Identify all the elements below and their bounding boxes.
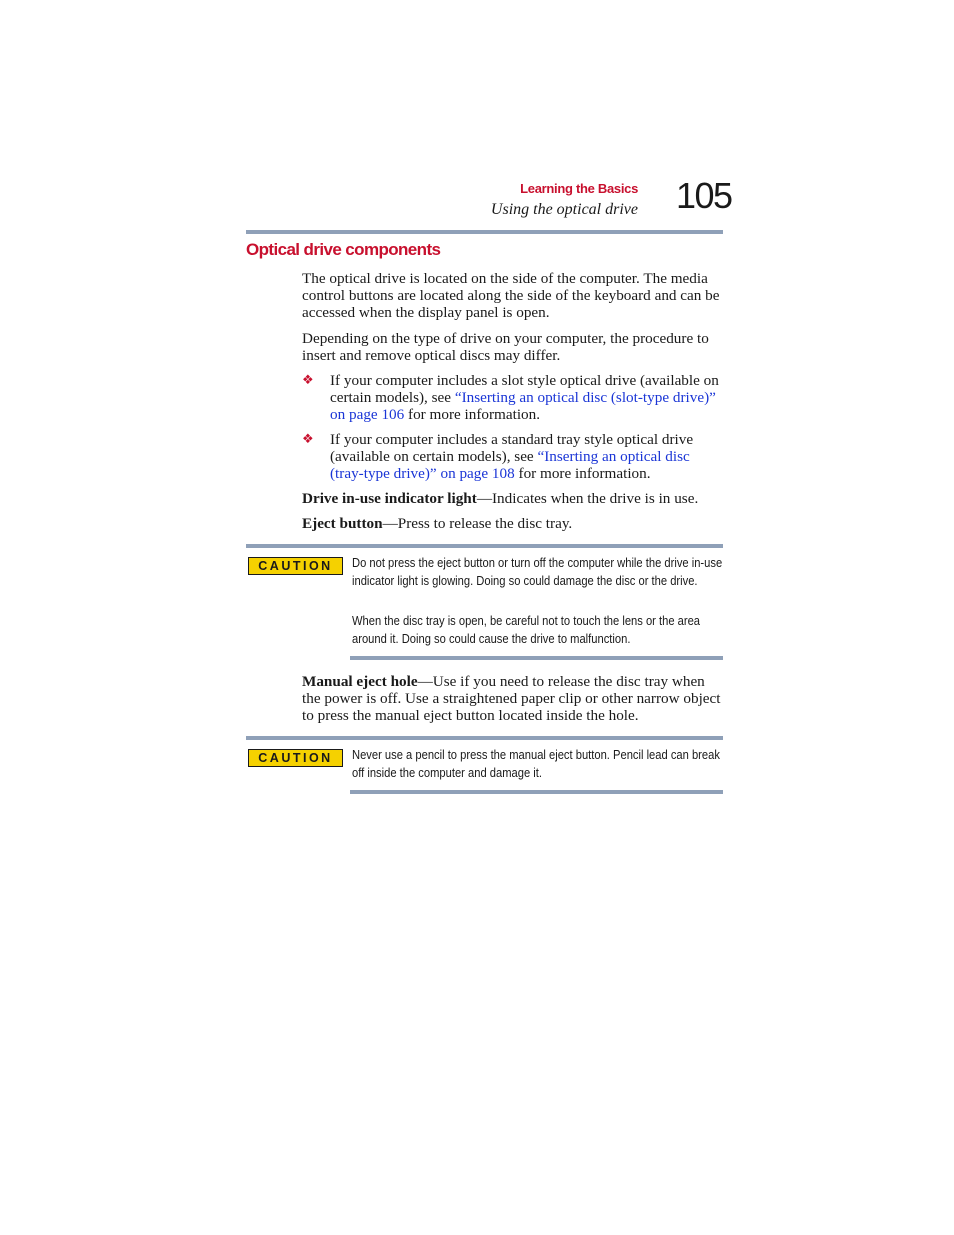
running-header-section: Using the optical drive bbox=[490, 201, 638, 218]
caution-top-rule bbox=[246, 544, 723, 548]
page-number: 105 bbox=[676, 175, 732, 216]
link-inserting-tray-type[interactable]: “Inserting an optical disc (tray-type drive)” on page 108 bbox=[330, 448, 690, 482]
bullet-text: If your computer includes a slot style optical drive (available on certain models), see “Inserting an optical disc (slot-type drive)” on page 106 for more information. bbox=[330, 372, 719, 423]
header-rule bbox=[246, 230, 723, 234]
caution-bottom-rule bbox=[350, 656, 723, 660]
definition-indicator-light: Drive in-use indicator light—Indicates when the drive is in use. bbox=[302, 490, 699, 507]
section-title: Optical drive components bbox=[246, 240, 441, 259]
term-indicator-light: Drive in-use indicator light bbox=[302, 490, 477, 507]
bullet-item-slot-drive bbox=[302, 372, 724, 423]
term-eject-button: Eject button bbox=[302, 515, 383, 532]
caution-badge: CAUTION bbox=[248, 557, 343, 575]
diamond-bullet-icon: ❖ bbox=[302, 432, 314, 447]
caution-bottom-rule bbox=[350, 790, 723, 794]
paragraph-drive-location: The optical drive is located on the side of the computer. The media control buttons are located along the side of the keyboard and can be accessed when the display panel is open. bbox=[302, 270, 720, 321]
term-manual-eject-hole: Manual eject hole bbox=[302, 673, 418, 690]
definition-eject-button: Eject button—Press to release the disc tray. bbox=[302, 515, 573, 532]
running-header-chapter: Learning the Basics bbox=[520, 181, 638, 196]
link-inserting-slot-type[interactable]: “Inserting an optical disc (slot-type drive)” on page 106 bbox=[330, 389, 716, 423]
caution-text: Never use a pencil to press the manual eject button. Pencil lead can break off inside the computer and damage it. bbox=[352, 747, 720, 780]
caution-badge: CAUTION bbox=[248, 749, 343, 767]
definition-manual-eject-hole: Manual eject hole—Use if you need to release the disc tray when the power is off. Use a straightened paper clip or other narrow object to press the manual eject button located inside the hole. bbox=[302, 673, 721, 724]
caution-text: Do not press the eject button or turn off the computer while the drive in-use indicator light is glowing. Doing so could damage the disc or the drive. bbox=[352, 555, 723, 588]
bullet-text: If your computer includes a standard tray style optical drive (available on certain models), see “Inserting an optical disc (tray-type drive)” on page 108 for more information. bbox=[330, 431, 694, 482]
paragraph-drive-types: Depending on the type of drive on your computer, the procedure to insert and remove optical discs may differ. bbox=[302, 330, 709, 364]
bullet-item-tray-drive bbox=[302, 431, 724, 482]
diamond-bullet-icon: ❖ bbox=[302, 373, 314, 388]
caution-text: When the disc tray is open, be careful not to touch the lens or the area around it. Doing so could cause the drive to malfunction. bbox=[352, 613, 701, 646]
caution-top-rule bbox=[246, 736, 723, 740]
